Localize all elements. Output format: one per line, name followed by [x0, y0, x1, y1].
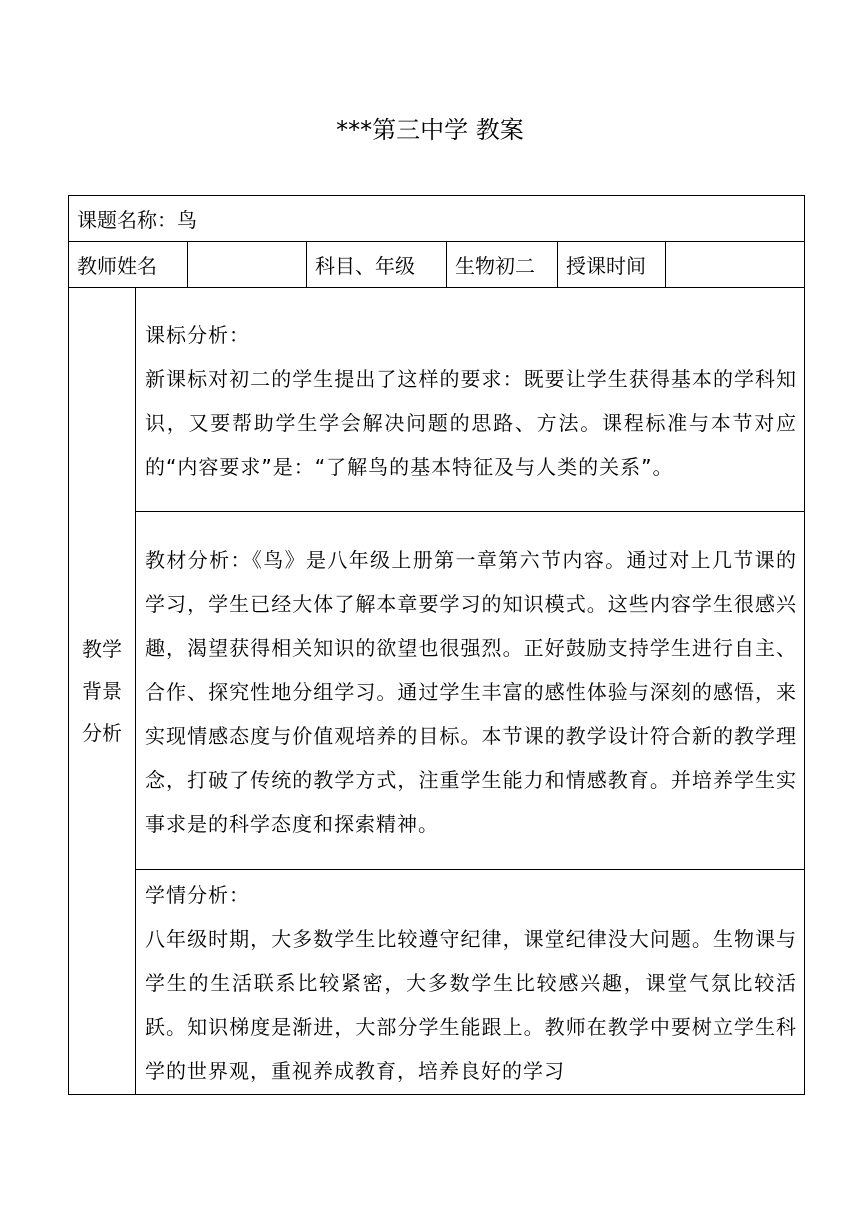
- textbook-body: 教材分析：《鸟》是八年级上册第一章第六节内容。通过对上几节课的学习，学生已经大体了解本章要学习的知识模式。这些内容学生很感兴趣，渴望获得相关知识的欲望也很强烈。正好鼓励支持学生进行自主、合作、探究性地分组学习。通过学生丰富的感性体验与深刻的感悟，来实现情感态度与价值观培养的目标。本节课的教学设计符合新的教学理念，打破了传统的教学方式，注重学生能力和情感教育。并培养学生实事求是的科学态度和探索精神。: [145, 547, 798, 836]
- side-label-line: 分析: [82, 721, 122, 745]
- textbook-analysis: [136, 512, 805, 870]
- subject-value: 生物初二: [447, 242, 558, 288]
- page-title: ***第三中学 教案: [336, 116, 524, 144]
- course-row: [69, 196, 805, 242]
- teacher-label: 教师姓名: [69, 242, 188, 288]
- teaching-background-label: [69, 288, 136, 1095]
- side-label-line: 教学: [82, 637, 122, 661]
- students-heading: 学情分析：: [145, 883, 250, 907]
- students-row: [69, 870, 805, 1095]
- teacher-value: [188, 242, 307, 288]
- curriculum-heading: 课标分析：: [145, 322, 250, 347]
- curriculum-analysis: [136, 288, 805, 512]
- info-row: [69, 242, 805, 288]
- textbook-row: [69, 512, 805, 870]
- course-title-cell: 课题名称：鸟: [69, 196, 805, 242]
- lesson-plan-table: [68, 195, 805, 1095]
- subject-label: 科目、年级: [307, 242, 447, 288]
- time-value: [666, 242, 805, 288]
- side-label-line: 背景: [82, 679, 122, 703]
- curriculum-row: [69, 288, 805, 512]
- student-analysis: [136, 870, 805, 1095]
- time-label: 授课时间: [558, 242, 666, 288]
- students-body: 八年级时期，大多数学生比较遵守纪律，课堂纪律没大问题。生物课与学生的生活联系比较紧密，大多数学生比较感兴趣，课堂气氛比较活跃。知识梯度是渐进，大部分学生能跟上。教师在教学中要树立学生科学的世界观，重视养成教育，培养良好的学习: [145, 927, 798, 1083]
- curriculum-body: 新课标对初二的学生提出了这样的要求：既要让学生获得基本的学科知识，又要帮助学生学会解决问题的思路、方法。课程标准与本节对应的“内容要求”是：“了解鸟的基本特征及与人类的关系”。: [145, 366, 798, 479]
